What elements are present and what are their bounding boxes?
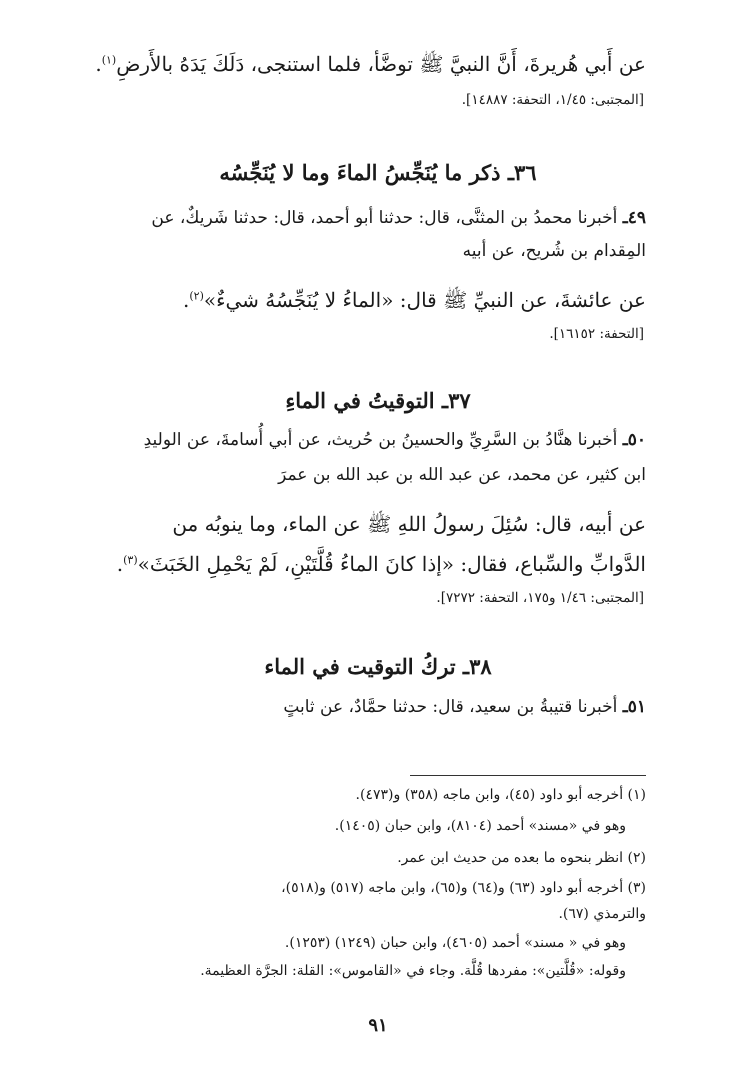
isnad-line: المِقدام بن شُريح، عن أبيه [462, 241, 646, 261]
footnote-line: وقوله: «قُلَّتين»: مفردها قُلَّة. وجاء في «القاموس»: القلة: الجرَّة العظيمة. [200, 963, 626, 979]
matn-text: عن أَبي هُريرةَ، أَنَّ النبيَّ ﷺ توضَّأ، فلما استنجى، دَلَكَ يَدَهُ بالأَرضِ [116, 52, 646, 76]
footnote-line: (١) أخرجه أبو داود (٤٥)، وابن ماجه (٣٥٨) و(٤٧٣). [355, 787, 646, 803]
hadith-text-line: عن أَبي هُريرةَ، أَنَّ النبيَّ ﷺ توضَّأ، فلما استنجى، دَلَكَ يَدَهُ بالأَرضِ$^{(١)}$. [95, 52, 646, 76]
reference-line: [المجتبى: ١/٤٦ و١٧٥، التحفة: ٧٢٧٢]. [436, 590, 644, 606]
hadith-number: ٥٠ـ [622, 430, 646, 450]
footnote-line: (٢) انظر بنحوه ما بعده من حديث ابن عمر. [397, 850, 646, 866]
section-heading: ٣٨ـ تركُ التوقيت في الماء [264, 654, 492, 679]
page-number: ٩١ [368, 1015, 388, 1036]
footnote-marker[interactable]: (٢) [189, 289, 204, 303]
isnad-line [104, 697, 646, 717]
matn-line: عن عائشةَ، عن النبيِّ ﷺ قال: «الماءُ لا يُنَجِّسُهُ شيءٌ»$^{(٢)}$. [183, 288, 646, 312]
footnote-line: (٣) أخرجه أبو داود (٦٣) و(٦٤) و(٦٥)، وابن ماجه (٥١٧) و(٥١٨)، [281, 880, 646, 896]
matn-line: الدَّوابِّ والسِّباع، فقال: «إذا كانَ الماءُ قُلَّتَيْنِ، لَمْ يَحْمِلِ الخَبَثَ»$^{(٣)}$. [116, 552, 646, 576]
footnote-marker[interactable]: (١) [101, 53, 117, 67]
hadith-number: ٤٩ـ [622, 208, 646, 228]
isnad-line [104, 208, 646, 228]
section-heading: ٣٦ـ ذكر ما يُنَجِّسُ الماءَ وما لا يُنَجِّسُه [219, 160, 537, 185]
footnote-line: وهو في «مسند» أحمد (٨١٠٤)، وابن حبان (١٤٠٥). [334, 818, 626, 834]
matn-text: عن عائشةَ، عن النبيِّ ﷺ قال: «الماءُ لا يُنَجِّسُهُ شيءٌ» [203, 288, 646, 312]
isnad-text: أخبرنا محمدُ بن المثنَّى، قال: حدثنا أبو أحمد، قال: حدثنا شَريكٌ، عن [151, 208, 618, 228]
footnote-marker[interactable]: (٣) [123, 553, 138, 567]
section-heading: ٣٧ـ التوقيتُ في الماءِ [285, 388, 471, 413]
isnad-line: ابن كثير، عن محمد، عن عبد الله بن عبد الله بن عمرَ [278, 465, 646, 485]
isnad-line [104, 430, 646, 450]
footnote-divider [410, 775, 646, 776]
hadith-number: ٥١ـ [622, 697, 646, 717]
reference-line: [المجتبى: ١/٤٥، التحفة: ١٤٨٨٧]. [461, 92, 644, 108]
reference-line: [التحفة: ١٦١٥٢]. [549, 326, 644, 342]
isnad-text: أخبرنا قتيبةُ بن سعيد، قال: حدثنا حمَّادٌ، عن ثابتٍ [283, 697, 618, 717]
footnote-line: وهو في « مسند» أحمد (٤٦٠٥)، وابن حبان (١٢٤٩) (١٢٥٣). [284, 935, 626, 951]
matn-line: عن أبيه، قال: سُئِلَ رسولُ اللهِ ﷺ عن الماء، وما ينوبُه من [172, 512, 646, 536]
isnad-text: أخبرنا هنَّادُ بن السَّرِيِّ والحسينُ بن حُريث، عن أبي أُسامةَ، عن الوليدِ [143, 430, 618, 450]
footnote-line: والترمذي (٦٧). [558, 906, 646, 922]
matn-text: الدَّوابِّ والسِّباع، فقال: «إذا كانَ الماءُ قُلَّتَيْنِ، لَمْ يَحْمِلِ الخَبَثَ» [137, 552, 646, 576]
